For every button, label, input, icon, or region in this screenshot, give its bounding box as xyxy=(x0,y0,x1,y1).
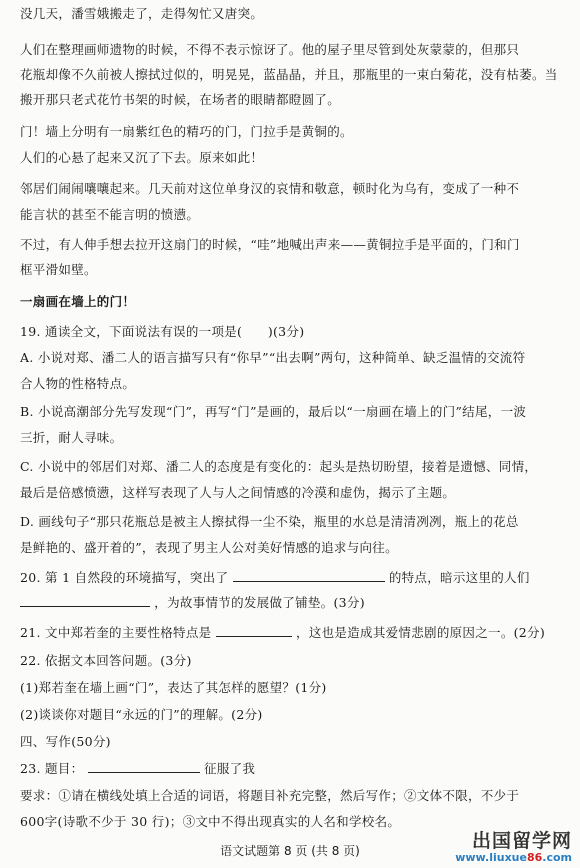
question-21 xyxy=(20,621,562,645)
question-22-stem: 22. 依据文本回答问题。(3分) xyxy=(20,653,192,668)
question-22-sub1: (1)郑若奎在墙上画“门”，表达了其怎样的愿望？(1分) xyxy=(20,680,327,695)
question-19-stem: 19. 通读全文，下面说法有误的一项是( )(3分) xyxy=(20,324,305,339)
option-b-line1: B. 小说高潮部分先写发现“门”，再写“门”是画的，最后以“一扇画在墙上的门”结尾，一波 xyxy=(20,404,527,419)
paragraph: 人们的心悬了起来又沉了下去。原来如此！ xyxy=(20,150,264,165)
answer-blank[interactable] xyxy=(20,592,150,607)
question-22-sub2: (2)谈谈你对题目“永远的门”的理解。(2分) xyxy=(20,707,263,722)
page-footer: 语文试题第 8 页 (共 8 页) xyxy=(220,844,360,858)
question-21-text-a: 21. 文中郑若奎的主要性格特点是 xyxy=(20,625,212,640)
watermark-url-part: 86 xyxy=(526,851,543,864)
option-c-line1: C. 小说中的邻居们对郑、潘二人的态度是有变化的：起头是热切盼望，接着是遗憾、同情， xyxy=(20,459,538,474)
watermark-url xyxy=(455,851,572,864)
option-c-line2: 最后是倍感愤懑，这样写表现了人与人之间情感的冷漠和虚伪，揭示了主题。 xyxy=(20,485,456,500)
paragraph: 门！墙上分明有一扇紫红色的精巧的门，门拉手是黄铜的。 xyxy=(20,124,353,139)
option-d-line2: 是鲜艳的、盛开着的”，表现了男主人公对美好情感的追求与向往。 xyxy=(20,540,398,555)
paragraph: 花瓶却像不久前被人擦拭过似的，明晃晃，蓝晶晶，并且，那瓶里的一束白菊花，没有枯萎。当 xyxy=(20,67,558,82)
question-21-text-b: ，这也是造成其爱情悲剧的原因之一。(2分) xyxy=(296,625,546,640)
watermark-title: 出国留学网 xyxy=(471,830,572,852)
option-a-line2: 合人物的性格特点。 xyxy=(20,376,136,391)
paragraph: 能言状的甚至不能言明的愤懑。 xyxy=(20,207,200,222)
section-heading: 四、写作(50分) xyxy=(20,734,111,749)
answer-blank[interactable] xyxy=(233,567,385,582)
paragraph: 没几天，潘雪娥搬走了，走得匆忙又唐突。 xyxy=(20,6,264,21)
question-23-title xyxy=(20,757,562,781)
paragraph: 邻居们闹闹嚷嚷起来。几天前对这位单身汉的哀情和敬意，顿时化为乌有，变成了一种不 xyxy=(20,181,520,196)
question-20-line1 xyxy=(20,566,562,590)
watermark-url-part: .com xyxy=(542,851,572,864)
question-20-text-c: ，为故事情节的发展做了铺垫。(3分) xyxy=(154,595,365,610)
paragraph: 搬开那只老式花竹书架的时候，在场者的眼睛都瞪圆了。 xyxy=(20,92,341,107)
option-d-line1: D. 画线句子“那只花瓶总是被主人擦拭得一尘不染，瓶里的水总是清清冽冽，瓶上的花总 xyxy=(20,514,519,529)
requirements-line1: 要求：①请在横线处填上合适的词语，将题目补充完整，然后写作；②文体不限，不少于 xyxy=(20,788,520,803)
requirements-line2: 600字(诗歌不少于 30 行)；③文中不得出现真实的人名和学校名。 xyxy=(20,814,401,829)
question-23-text-b: 征服了我 xyxy=(204,761,256,776)
site-watermark xyxy=(455,826,572,864)
paragraph: 不过，有人伸手想去拉开这扇门的时候，“哇”地喊出声来——黄铜拉手是平面的，门和门 xyxy=(20,237,520,252)
option-a-line1: A. 小说对郑、潘二人的语言描写只有“你早”“出去啊”两句，这种简单、缺乏温情的交流符 xyxy=(20,350,526,365)
question-20-line2 xyxy=(20,591,562,615)
option-b-line2: 三折，耐人寻味。 xyxy=(20,430,123,445)
question-20-text-a: 20. 第 1 自然段的环境描写，突出了 xyxy=(20,570,229,585)
question-20-text-b: 的特点，暗示这里的人们 xyxy=(388,570,530,585)
watermark-url-part: www.liuxue xyxy=(455,851,527,864)
paragraph: 人们在整理画师遗物的时候，不得不表示惊讶了。他的屋子里尽管到处灰蒙蒙的，但那只 xyxy=(20,42,520,57)
answer-blank[interactable] xyxy=(88,758,200,773)
paragraph: 框平滑如壁。 xyxy=(20,262,97,277)
paragraph-emphasis: 一扇画在墙上的门！ xyxy=(20,294,136,309)
question-23-text-a: 23. 题目： xyxy=(20,761,84,776)
answer-blank[interactable] xyxy=(216,622,292,637)
